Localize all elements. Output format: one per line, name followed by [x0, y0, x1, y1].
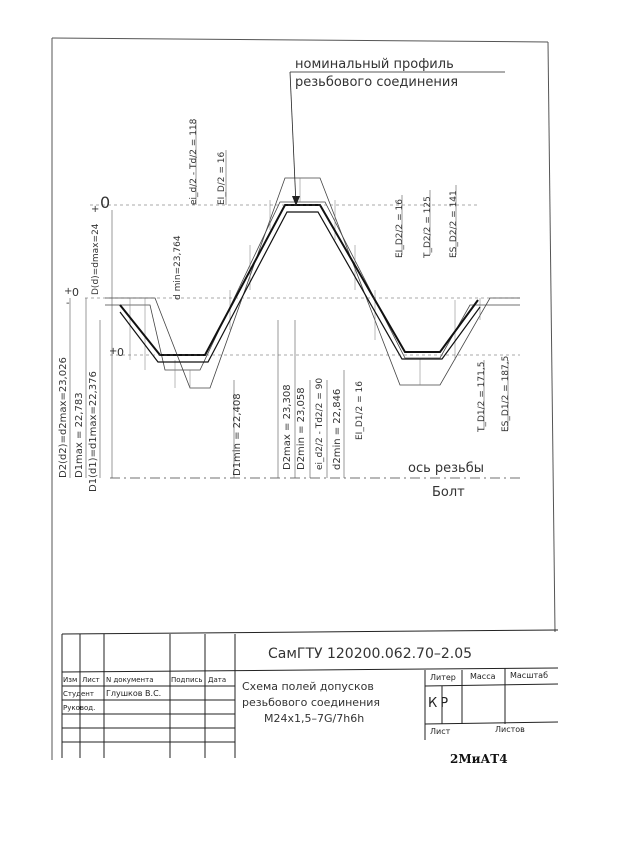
- label-d1: D1(d1)=d1max=22,376: [88, 371, 99, 492]
- mass-header: Масса: [470, 672, 496, 681]
- label-es-d1: ES_D1/2 = 187,5: [501, 355, 511, 432]
- student-role: Студент: [63, 690, 94, 698]
- title-line2: резьбового соединения: [242, 696, 381, 709]
- label-d2min-bolt: d2min = 22,846: [332, 388, 343, 470]
- title-line1: Схема полей допусков: [242, 680, 374, 693]
- label-d1max: D1max = 22,783: [74, 392, 85, 478]
- plus-mark-left: +: [64, 286, 73, 297]
- plus-mark-top: +: [91, 204, 100, 215]
- axis-label: ось резьбы: [408, 461, 485, 476]
- header-sign: Подпись: [171, 676, 203, 684]
- header-date: Дата: [208, 676, 227, 684]
- header-ndoc: N документа: [106, 676, 154, 684]
- label-d: D(d)=dmax=24: [91, 223, 101, 295]
- zero-mark-mid: 0: [117, 346, 124, 359]
- title-leader: [290, 72, 505, 205]
- sheet-label: Лист: [430, 727, 451, 736]
- label-d2max: D2max = 23,308: [282, 384, 293, 470]
- title-line3: М24x1,5–7G/7h6h: [264, 712, 365, 725]
- zero-mark-left: 0: [72, 286, 79, 299]
- label-d2min-nut: D2min = 23,058: [296, 387, 307, 470]
- diagram-title-line1: номинальный профиль: [295, 57, 454, 72]
- diagram-title-line2: резьбового соединения: [295, 75, 459, 90]
- label-ei-td: ei_d2/2 - Td2/2 = 90: [315, 377, 325, 470]
- group-code: 2МиАТ4: [450, 752, 508, 766]
- label-d2: D2(d2)=d2max=23,026: [58, 357, 69, 478]
- sheets-label: Листов: [495, 725, 525, 734]
- literal-header: Литер: [430, 673, 456, 682]
- label-td1: T_D1/2 = 171,5: [477, 361, 487, 432]
- zero-mark-top: 0: [100, 193, 111, 212]
- literal-value: КР: [428, 696, 452, 711]
- label-dmin: d min=23,764: [173, 235, 183, 300]
- header-list: Лист: [82, 676, 100, 684]
- supervisor-role: Руковод.: [63, 704, 96, 712]
- label-ei-d1: EI_D1/2 = 16: [355, 381, 365, 440]
- label-td2: T_D2/2 = 125: [423, 196, 433, 258]
- doc-code: СамГТУ 120200.062.70–2.05: [268, 646, 473, 662]
- label-d1min: D1min = 22,408: [232, 393, 243, 476]
- label-ei-d: EI_D/2 = 16: [217, 151, 227, 205]
- label-ei-td-top: ei_d/2 - Td/2 = 118: [189, 118, 199, 205]
- student-name: Глушков В.С.: [106, 689, 162, 698]
- label-ei-d2: EI_D2/2 = 16: [395, 199, 405, 258]
- scale-header: Масштаб: [510, 671, 549, 680]
- header-izm: Изм: [63, 676, 78, 684]
- minus-mark-left: -: [66, 298, 70, 309]
- plus-mark-mid: +: [109, 346, 118, 357]
- label-es-d2: ES_D2/2 = 141: [449, 190, 459, 258]
- part-label: Болт: [432, 485, 465, 500]
